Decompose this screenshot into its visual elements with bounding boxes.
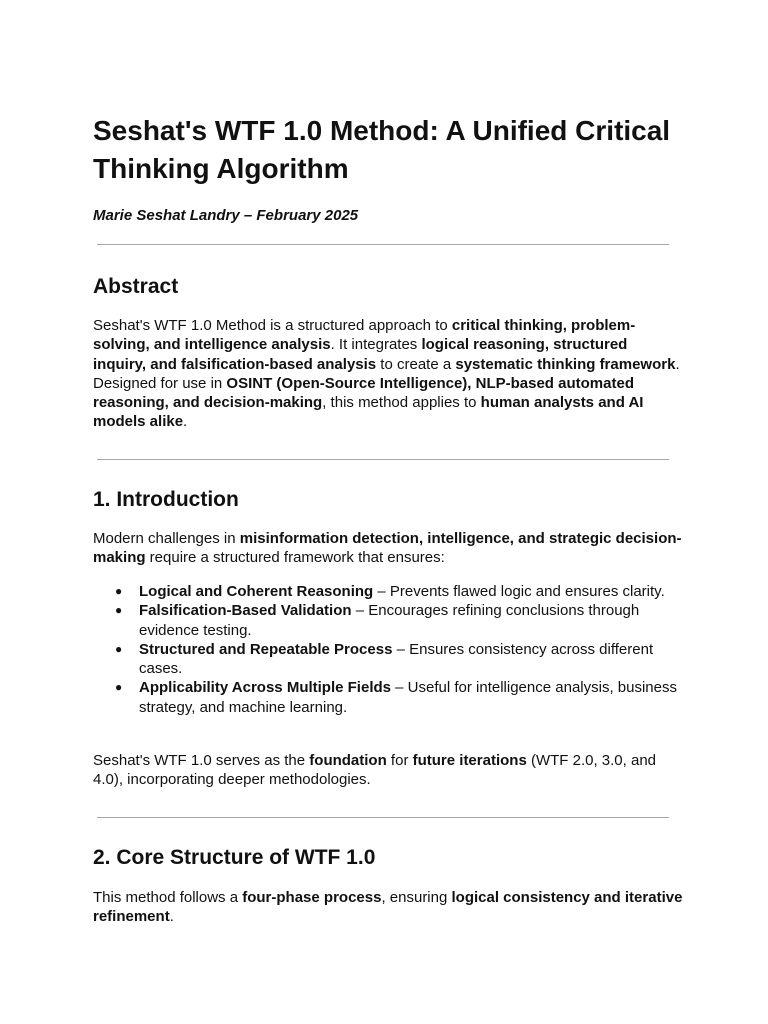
abstract-bold: systematic thinking framework — [455, 355, 676, 373]
list-item-text: – Useful for intelligence analysis, business strategy, and machine learning. — [139, 679, 677, 716]
author-line: Marie Seshat Landry – February 2025 — [93, 207, 359, 224]
intro-bold: future iterations — [412, 752, 527, 769]
divider — [97, 459, 669, 460]
core-structure-paragraph — [93, 888, 683, 927]
divider — [97, 817, 669, 818]
core-text: This method follows a — [93, 889, 243, 906]
intro-text: Modern challenges in — [93, 530, 240, 547]
list-item — [93, 640, 683, 679]
requirements-list — [93, 582, 683, 717]
core-structure-heading: 2. Core Structure of WTF 1.0 — [93, 846, 376, 869]
abstract-text: . It integrates — [330, 336, 422, 354]
introduction-heading: 1. Introduction — [93, 488, 239, 511]
abstract-text: , this method applies to — [322, 394, 481, 412]
divider — [97, 244, 669, 245]
list-item-title: Structured and Repeatable Process — [139, 640, 393, 658]
abstract-text: . — [183, 413, 188, 431]
bullet-icon: ● — [115, 641, 123, 656]
list-item — [93, 601, 683, 640]
abstract-bold: OSINT (Open-Source Intelligence), NLP-based automated reasoning, and decision-making — [93, 374, 634, 412]
list-item — [93, 678, 683, 717]
abstract-bold: critical thinking, problem-solving, and intelligence analysis — [93, 317, 636, 354]
page-title: Seshat's WTF 1.0 Method: A Unified Critical Thinking Algorithm — [93, 115, 671, 184]
list-item-title: Logical and Coherent Reasoning — [139, 583, 374, 600]
bullet-icon: ● — [115, 680, 123, 695]
intro-text: for — [386, 752, 413, 769]
core-bold: logical consistency and iterative refinement — [93, 889, 683, 926]
abstract-text: Seshat's WTF 1.0 Method is a structured approach to — [93, 317, 452, 334]
list-item-text: – Encourages refining conclusions through evidence testing. — [139, 602, 640, 639]
intro-text: Seshat's WTF 1.0 serves as the — [93, 752, 310, 769]
list-item-text: – Ensures consistency across different cases. — [139, 640, 654, 678]
abstract-bold: human analysts and AI models alike — [93, 394, 644, 431]
abstract-paragraph — [93, 316, 683, 432]
abstract-text: to create a — [376, 355, 456, 373]
intro-text: require a structured framework that ensures: — [145, 549, 445, 567]
intro-bold: misinformation detection, intelligence, and strategic decision-making — [93, 530, 682, 567]
intro-bold: foundation — [309, 752, 387, 769]
core-bold: four-phase process — [242, 889, 382, 906]
abstract-bold: logical reasoning, structured inquiry, and falsification-based analysis — [93, 336, 628, 373]
list-item — [93, 582, 683, 601]
core-text: , ensuring — [381, 889, 452, 906]
intro-text: (WTF 2.0, 3.0, and 4.0), incorporating deeper methodologies. — [93, 752, 657, 789]
bullet-icon: ● — [115, 584, 123, 598]
list-item-title: Applicability Across Multiple Fields — [139, 679, 391, 697]
list-item-text: – Prevents flawed logic and ensures clarity. — [373, 583, 665, 600]
bullet-icon: ● — [115, 603, 123, 618]
abstract-text: . Designed for use in — [93, 355, 680, 392]
abstract-heading: Abstract — [93, 275, 179, 298]
introduction-closing-paragraph — [93, 751, 683, 790]
introduction-paragraph — [93, 529, 683, 568]
core-text: . — [169, 908, 174, 926]
list-item-title: Falsification-Based Validation — [139, 602, 352, 620]
